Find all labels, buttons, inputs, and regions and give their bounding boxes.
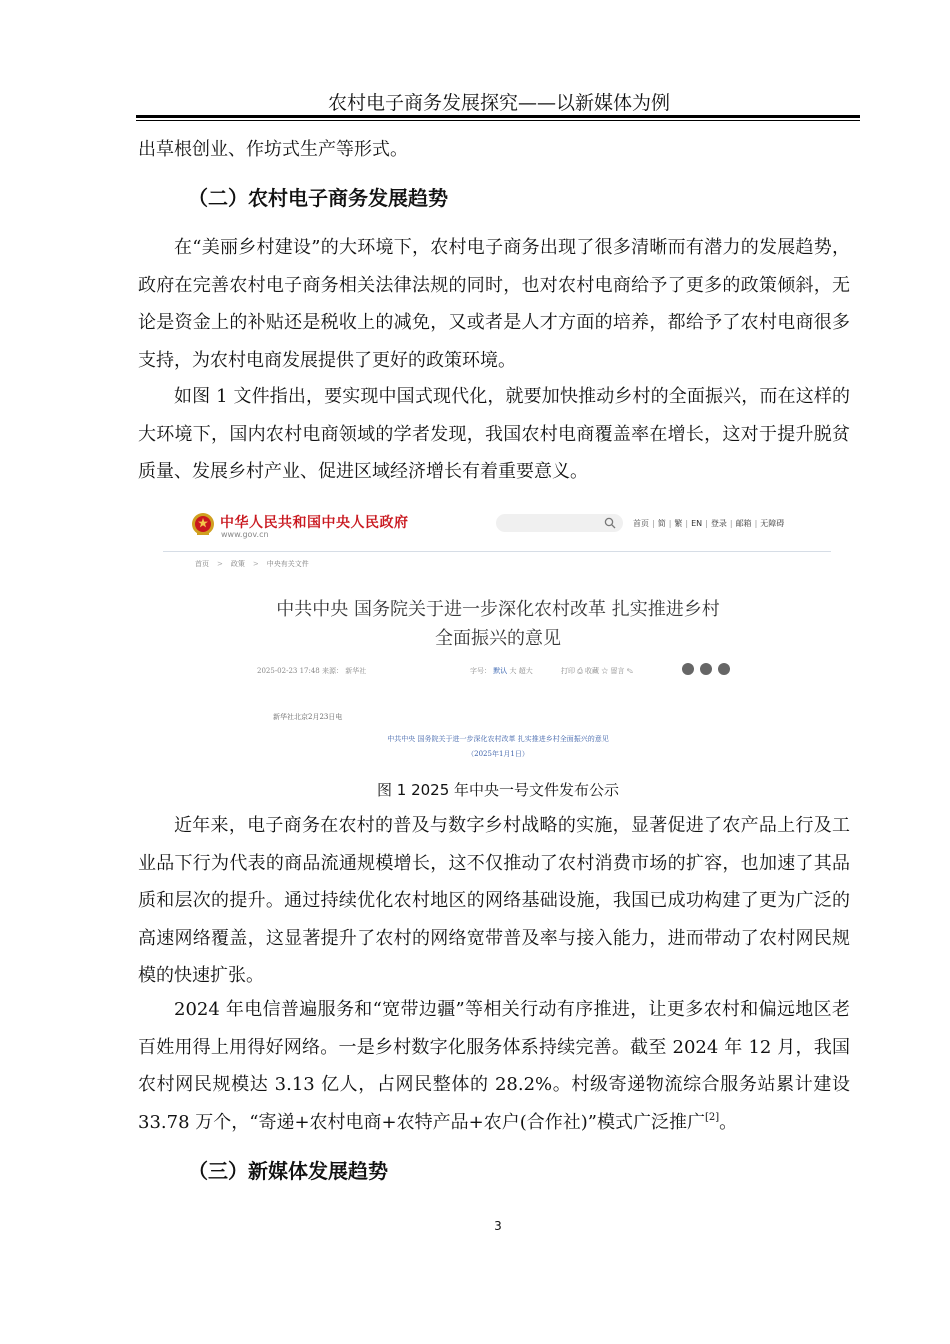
running-header: 农村电子商务发展探究——以新媒体为例 <box>327 92 670 114</box>
header-rule-thin <box>136 120 860 121</box>
paragraph-1: 在“美丽乡村建设”的大环境下，农村电子商务出现了很多清晰而有潜力的发展趋势，政府在完善农村电子商务相关法律法规的同时，也对农村电商给予了更多的政策倾斜，无论是资金上的补贴还是税收上的减免，又或者是人才方面的培养，都给予了农村电商很多支持，为农村电商发展提供了更好的政策环境。 <box>138 237 850 371</box>
citation-ref[interactable]: [2] <box>704 1111 720 1123</box>
breadcrumb: 首页 > 政策 > 中央有关文件 <box>195 560 309 568</box>
nav-home-link[interactable]: 首页 <box>633 519 649 528</box>
paragraph-4 <box>138 991 850 1141</box>
gov-site-name: 中华人民共和国中央人民政府 <box>220 515 409 531</box>
nav-traditional-link[interactable]: 繁 <box>674 519 683 528</box>
paragraph-3: 近年来，电子商务在农村的普及与数字乡村战略的实施，显著促进了农产品上行及工业品下行为代表的商品流通规模增长，这不仅推动了农村消费市场的扩容，也加速了其品质和层次的提升。通过持续优化农村地区的网络基础设施，我国已成功构建了更为广泛的高速网络覆盖，这显著提升了农村的网络宽带普及率与接入能力，进而带动了农村网民规模的快速扩张。 <box>138 815 850 986</box>
favorite-share-icon[interactable] <box>718 663 730 675</box>
breadcrumb-central-docs[interactable]: 中央有关文件 <box>266 560 309 568</box>
header-rule-thick <box>136 115 860 118</box>
publish-meta: 2025-02-23 17:48 来源： 新华社 <box>257 667 367 675</box>
breadcrumb-policy[interactable]: 政策 <box>230 560 245 568</box>
paragraph-4-body: 2024 年电信普遍服务和“宽带边疆”等相关行动有序推进，让更多农村和偏远地区老百姓用得上用得好网络。一是乡村数字化服务体系持续完善。截至 2024 年 12 月，我国农村网民规模达 3.13 亿人，占网民整体的 28.2%。村级寄递物流综合服务站累计建设 33.78 万个，“寄递+农村电商+农特产品+农户(合作社)”模式广泛推广 <box>138 999 850 1133</box>
article-inner-title: 中共中央 国务院关于进一步深化农村改革 扎实推进乡村全面振兴的意见 <box>387 735 609 743</box>
gov-site-header <box>163 503 833 549</box>
nav-simplified-link[interactable]: 简 <box>657 519 666 528</box>
breadcrumb-home[interactable]: 首页 <box>195 560 209 568</box>
continued-paragraph: 出草根创业、作坊式生产等形式。 <box>138 139 408 160</box>
gov-top-nav: 首页 | 简 | 繁 | EN | 登录 | 邮箱 | 无障碍 <box>633 519 785 528</box>
paragraph-2: 如图 1 文件指出，要实现中国式现代化，就要加快推动乡村的全面振兴，而在这样的大环境下，国内农村电商领域的学者发现，我国农村电商覆盖率在增长，这对于提升脱贫质量、发展乡村产业、促进区域经济增长有着重要意义。 <box>138 386 850 482</box>
wechat-share-icon[interactable] <box>682 663 694 675</box>
document-title <box>163 595 833 653</box>
gov-header-divider <box>163 551 831 552</box>
nav-english-link[interactable]: EN <box>691 519 703 528</box>
gov-search-input[interactable] <box>496 514 623 532</box>
national-emblem-icon <box>191 511 215 537</box>
article-tools[interactable]: 打印 ⎙ 收藏 ☆ 留言 ✎ <box>561 667 634 675</box>
gov-site-url: www.gov.cn <box>221 530 269 539</box>
article-dateline: 新华社北京2月23日电 <box>273 713 343 721</box>
weibo-share-icon[interactable] <box>700 663 712 675</box>
figure-caption: 图 1 2025 年中央一号文件发布公示 <box>376 781 620 799</box>
section-heading-2: （二）农村电子商务发展趋势 <box>188 186 448 210</box>
font-size-selector <box>470 666 533 676</box>
nav-mail-link[interactable]: 邮箱 <box>735 519 752 528</box>
nav-accessibility-link[interactable]: 无障碍 <box>760 519 785 528</box>
article-inner-date: （2025年1月1日） <box>467 750 529 758</box>
search-icon[interactable] <box>604 517 616 529</box>
document-title-line-2: 全面振兴的意见 <box>435 628 561 649</box>
section-heading-3: （三）新媒体发展趋势 <box>188 1159 388 1183</box>
page-number: 3 <box>494 1219 502 1233</box>
document-title-line-1: 中共中央 国务院关于进一步深化农村改革 扎实推进乡村 <box>276 599 720 620</box>
paragraph-4-end: 。 <box>719 1111 738 1133</box>
font-size-options[interactable]: 大 超大 <box>509 667 533 675</box>
figure-1-screenshot <box>163 503 833 765</box>
font-size-default[interactable]: 默认 <box>493 667 508 675</box>
font-size-label: 字号： <box>470 667 491 675</box>
nav-login-link[interactable]: 登录 <box>710 519 727 528</box>
